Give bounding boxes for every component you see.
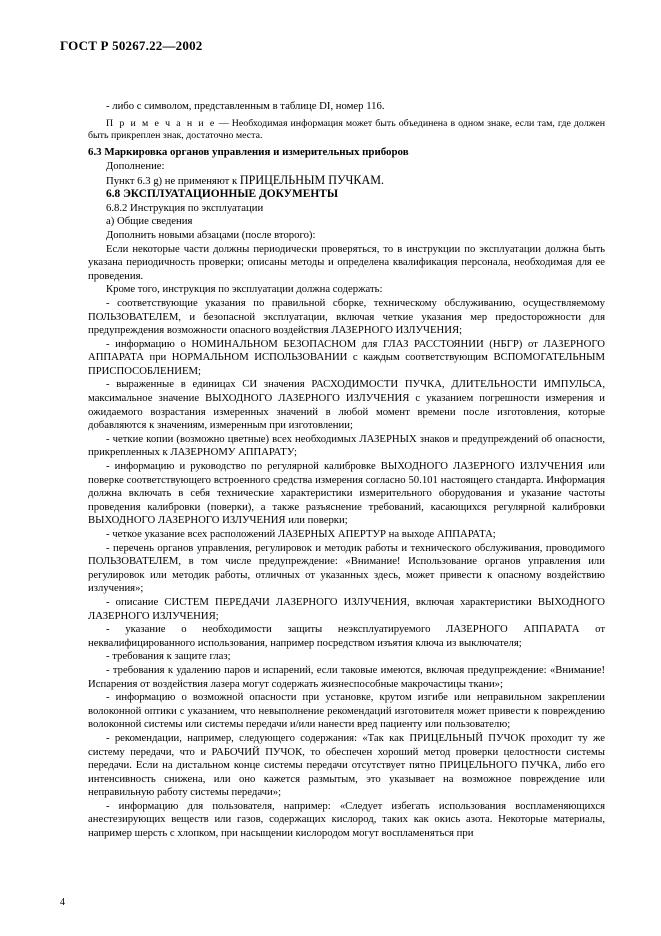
section-6-8-heading: 6.8 ЭКСПЛУАТАЦИОННЫЕ ДОКУМЕНТЫ — [106, 188, 339, 201]
supplement-line: Дополнить новыми абзацами (после второго): — [106, 228, 316, 241]
subsection-a: а) Общие сведения — [106, 215, 193, 228]
document-body — [88, 100, 605, 841]
intro-line: - либо с символом, представленным в таблице DI, номер 116. — [106, 100, 385, 112]
note-text: — Необходимая информация может быть объединена в одном знаке, если там, где должен быть прикреплен знак, достаточно места. — [88, 117, 605, 142]
list-item: - информацию для пользователя, например: «Следует избегать использования воспламеняющихся анестезирующих веществ или газов, содержащих кислород, таких как окись азота. Некоторые материалы, например шерсть с хлопком, при насыщении кислородом могут воспламеняться при — [88, 799, 605, 840]
list-item: - указание о необходимости защиты неэксплуатируемого ЛАЗЕРНОГО АППАРАТА от неквалифицированного использования, например посредством изъятия ключа из выключателя; — [88, 623, 605, 649]
list-item: - информацию и руководство по регулярной калибровке ВЫХОДНОГО ЛАЗЕРНОГО ИЗЛУЧЕНИЯ или поверке соответствующего встроенного средства измерения согласно 50.101 настоящего стандарта. Информация должна включать в себя технические характеристики измерительного оборудования и указание частоты проведения калибровки (поверки), а также разъяснение требований, касающихся регулярной калибровки ВЫХОДНОГО ЛАЗЕРНОГО ИЗЛУЧЕНИЯ или поверки; — [88, 460, 605, 527]
list-item: - четкие копии (возможно цветные) всех необходимых ЛАЗЕРНЫХ знаков и предупреждений об опасности, прикрепленных к ЛАЗЕРНОМУ АППАРАТУ; — [88, 432, 605, 459]
page-header: ГОСТ Р 50267.22—2002 — [60, 38, 203, 53]
list-item: - информацию о возможной опасности при установке, крутом изгибе или неправильном закреплении волоконной оптики с указанием, что невыполнение рекомендаций изготовителя может привести к повреждению волоконной системы или системы передачи и/или нанести вред пациенту или пользователю; — [88, 691, 605, 731]
list-item: - перечень органов управления, регулировок и методик работы и технического обслуживания, проводимого ПОЛЬЗОВАТЕЛЕМ, в том числе предупреждение: «Внимание! Использование органов управления или регулировок или методик работы, отличных от указанных здесь, может привести к опасному воздействию излучения»; — [88, 541, 605, 595]
list-item: - четкое указание всех расположений ЛАЗЕРНЫХ АПЕРТУР на выходе АППАРАТА; — [106, 528, 496, 541]
list-item: - соответствующие указания по правильной сборке, техническому обслуживанию, осуществляемому ПОЛЬЗОВАТЕЛЕМ, и безопасной эксплуатации, включая четкие указания мер предосторожности для предупреждения возможности опасного воздействия ЛАЗЕРНОГО ИЗЛУЧЕНИЯ; — [88, 296, 605, 337]
section-6-3-heading: 6.3 Маркировка органов управления и измерительных приборов — [88, 146, 409, 159]
list-item: - информацию о НОМИНАЛЬНОМ БЕЗОПАСНОМ для ГЛАЗ РАССТОЯНИИ (НБГР) от ЛАЗЕРНОГО АППАРАТА при НОРМАЛЬНОМ ИСПОЛЬЗОВАНИИ с каждым соответствующим ВСПОМОГАТЕЛЬНЫМ ПРИСПОСОБЛЕНИЕМ; — [88, 337, 605, 377]
paragraph-contents-intro: Кроме того, инструкция по эксплуатации должна содержать: — [106, 283, 383, 296]
paragraph-periodic-check: Если некоторые части должны периодически проверяться, то в инструкции по эксплуатации должна быть указана периодичность проверки; описаны методы и определена квалификация персонала, необходимая для ее проведения. — [88, 242, 605, 282]
section-6-3-addition: Дополнение: — [106, 159, 165, 172]
section-6-3-item — [88, 174, 605, 189]
list-item: - выраженные в единицах СИ значения РАСХОДИМОСТИ ПУЧКА, ДЛИТЕЛЬНОСТИ ИМПУЛЬСА, максимальное значение ВЫХОДНОГО ЛАЗЕРНОГО ИЗЛУЧЕНИЯ с указанием погрешности измерения и ожидаемого возрастания измеренных значений в любой момент времени после изготовления, которые добавляются к значениям, измеренным при изготовлении; — [88, 378, 605, 432]
note-label: П р и м е ч а н и е — [106, 117, 216, 129]
section-6-3-item-prefix: Пункт 6.3 g) не применяют к — [106, 174, 240, 187]
page-number: 4 — [60, 897, 65, 908]
section-6-8-heading-wrap — [88, 188, 605, 202]
list-item: - рекомендации, например, следующего содержания: «Так как ПРИЦЕЛЬНЫЙ ПУЧОК проходит ту же систему передачи, что и РАБОЧИЙ ПУЧОК, то обеспечен хороший метод проверки целостности системы передачи. Если на дистальном конце системы передачи отсутствует пятно ПРИЦЕЛЬНОГО ПУЧКА, либо его интенсивность снижена, или оно кажется размытым, это указывает на возможное повреждение или неправильную работу системы передачи»; — [88, 731, 605, 799]
list-item: - требования к защите глаз; — [106, 650, 231, 663]
list-item: - требования к удалению паров и испарений, если таковые имеются, включая предупреждение: «Внимание! Испарения от воздействия лазера могут содержать жизнеспособные макрочастицы ткани»; — [88, 663, 605, 690]
section-6-3-item-caps: ПРИЦЕЛЬНЫМ ПУЧКАМ. — [239, 172, 384, 187]
list-item: - описание СИСТЕМ ПЕРЕДАЧИ ЛАЗЕРНОГО ИЗЛУЧЕНИЯ, включая характеристики ВЫХОДНОГО ЛАЗЕРНОГО ИЗЛУЧЕНИЯ; — [88, 595, 605, 622]
note — [88, 118, 605, 144]
section-6-8-2-heading: 6.8.2 Инструкция по эксплуатации — [106, 201, 264, 214]
